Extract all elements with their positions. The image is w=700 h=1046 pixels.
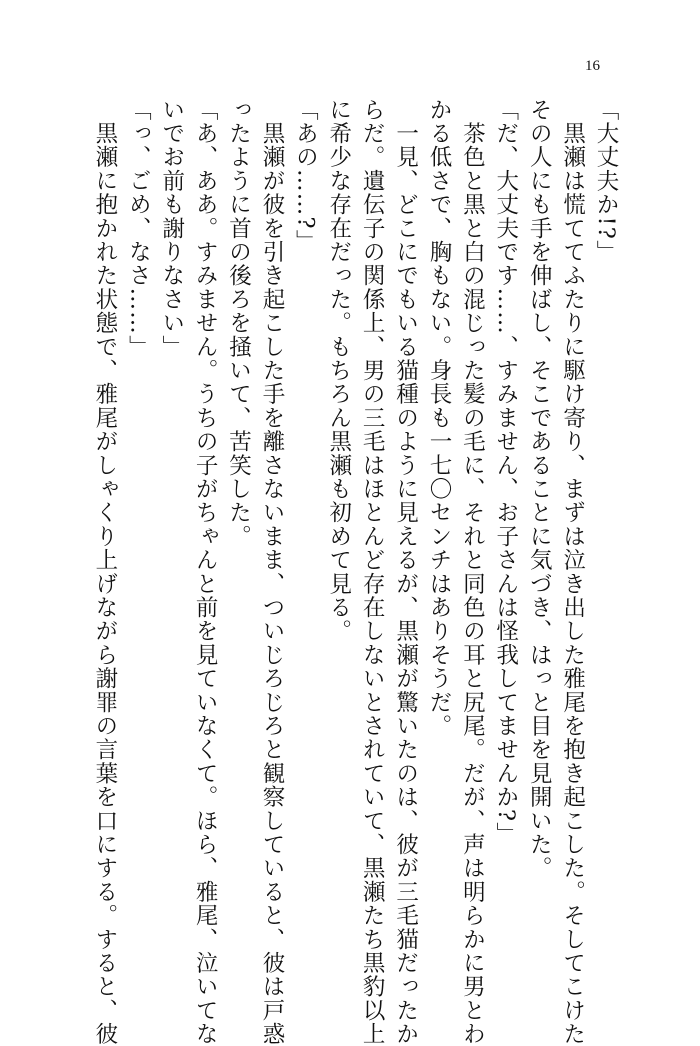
vertical-text-body — [88, 98, 623, 1046]
text-line: に希少な存在だった。もちろん黒瀬も初めて見る。 — [325, 98, 352, 644]
text-line: 黒瀬に抱かれた状態で、雅尾がしゃくり上げながら謝罪の言葉を口にする。すると、彼 — [91, 98, 118, 1046]
text-line: かる低さで、胸もない。身長も一七〇センチはありそうだ。 — [425, 98, 452, 738]
text-line: 「っ、ごめ、なさ……」 — [125, 98, 152, 359]
text-line: 「あ、ああ。すみません。うちの子がちゃんと前を見ていなくて。ほら、雅尾、泣いてな — [192, 98, 219, 1046]
text-line: いでお前も謝りなさい」 — [158, 98, 185, 359]
text-line: その人にも手を伸ばし、そこであることに気づき、はっと目を見開いた。 — [526, 98, 553, 881]
text-line: 黒瀬は慌ててふたりに駆け寄り、まずは泣き出した雅尾を抱き起こした。そしてこけた — [559, 98, 586, 1046]
text-line: 黒瀬が彼を引き起こした手を離さないまま、ついじろじろと観察していると、彼は戸惑 — [258, 98, 285, 1046]
text-line: 一見、どこにでもいる猫種のように見えるが、黒瀬が驚いたのは、彼が三毛猫だったか — [392, 98, 419, 1046]
text-line: らだ。遺伝子の関係上、男の三毛はほとんど存在しないとされていて、黒瀬たち黒豹以上 — [359, 98, 386, 1046]
text-line: 「だ、大丈夫です……、すみません、お子さんは怪我してませんか?」 — [492, 98, 519, 846]
page-number: 16 — [585, 58, 600, 74]
text-line: 「大丈夫か!?」 — [593, 98, 619, 264]
text-line: ったように首の後ろを掻いて、苦笑した。 — [225, 98, 252, 549]
text-line: 茶色と黒と白の混じった髪の毛に、それと同色の耳と尻尾。だが、声は明らかに男とわ — [459, 98, 486, 1046]
text-line: 「あの……?」 — [292, 98, 319, 254]
